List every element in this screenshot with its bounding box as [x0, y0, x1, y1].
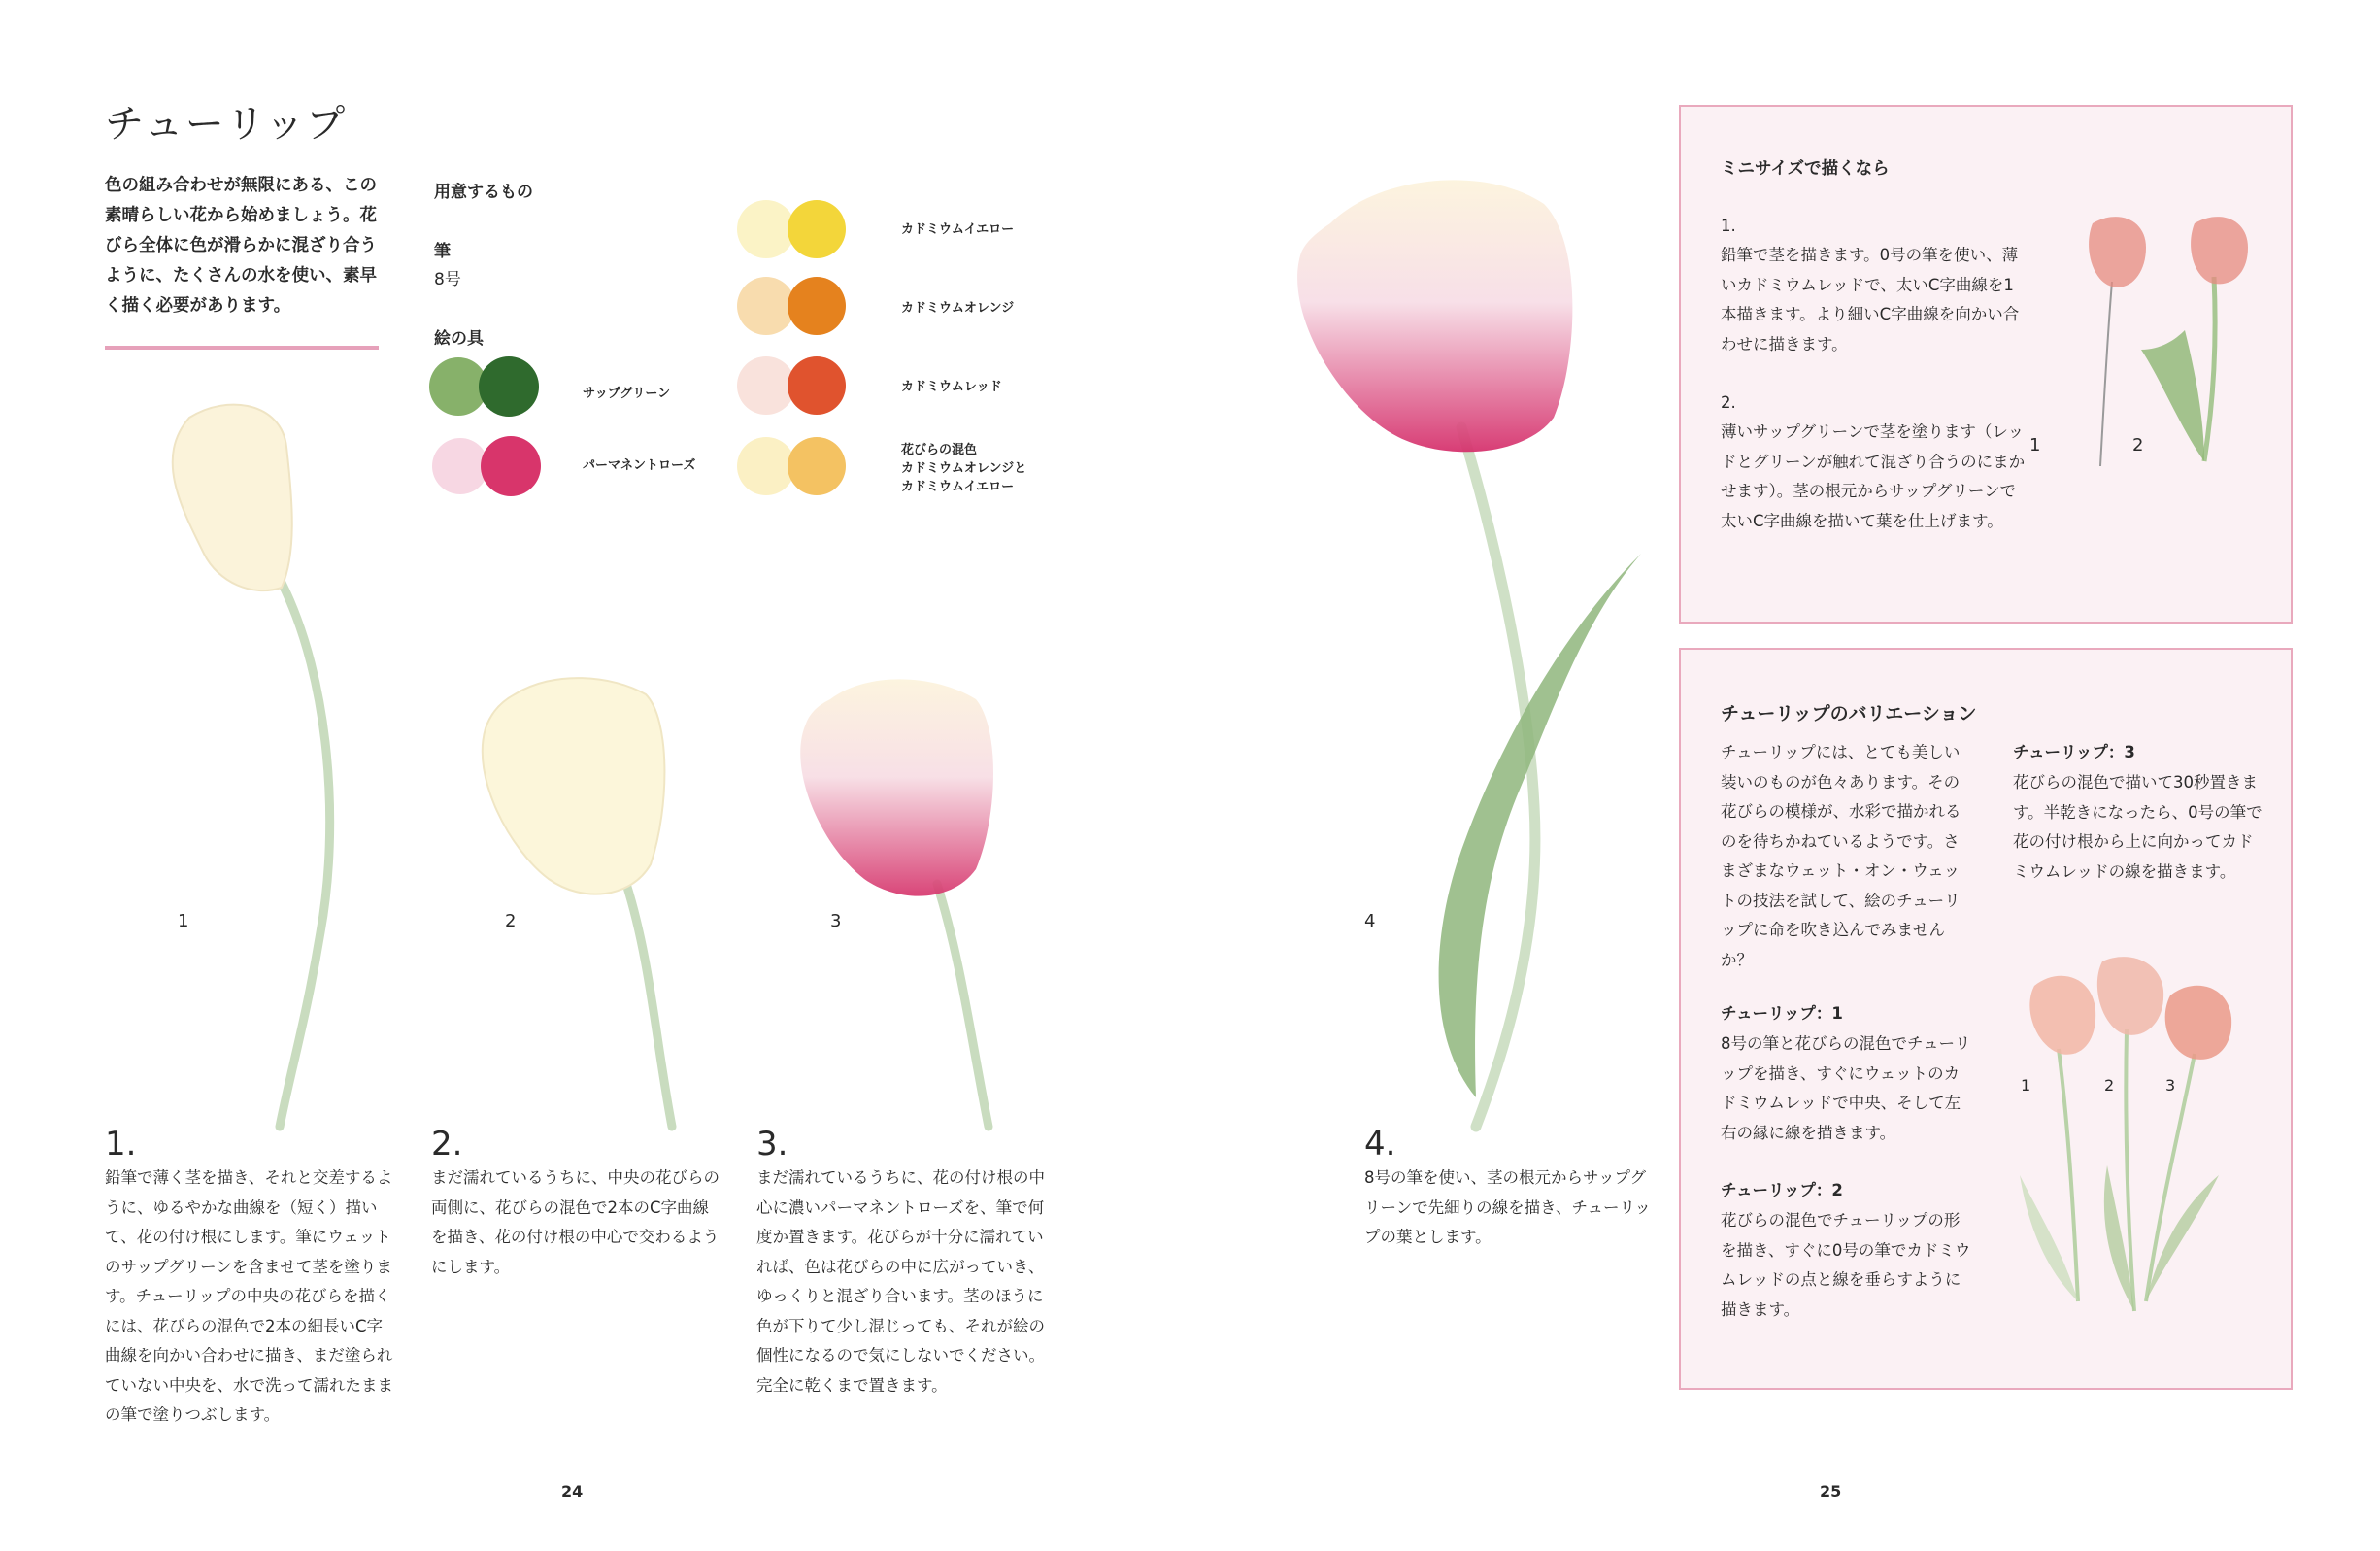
mix-line-1: カドミウムオレンジと	[901, 461, 1027, 476]
paint-label-permanent-rose: パーマネントローズ	[583, 458, 696, 473]
mix-title: 花びらの混色	[901, 443, 978, 457]
mini-figure-label-1: 1	[2029, 435, 2041, 455]
paint-label-sap-green: サップグリーン	[583, 387, 671, 401]
paint-swatches-right	[733, 194, 859, 515]
variation-box-title: チューリップのバリエーション	[1721, 703, 1977, 725]
mix-line-2: カドミウムイエロー	[901, 480, 1015, 494]
mini-box-p2-number: 2.	[1721, 393, 1736, 412]
materials-heading: 用意するもの	[434, 183, 533, 202]
mini-box-p2: 薄いサップグリーンで茎を塗ります（レッドとグリーンが触れて混ざり合うのにまかせます）。茎の根元からサップグリーンで太いC字曲線を描いて葉を仕上げます。	[1721, 422, 2026, 530]
figure-label-1: 1	[178, 911, 189, 931]
intro-text: 色の組み合わせが無限にある、この素晴らしい花から始めましょう。花びら全体に色が滑らかに混ざり合うように、たくさんの水を使い、素早く描く必要があります。	[105, 176, 377, 316]
mini-box-title: ミニサイズで描くなら	[1721, 159, 1890, 179]
variation-2-title: チューリップ：2	[1721, 1181, 1843, 1199]
variation-figure-label-2: 2	[2104, 1076, 2115, 1095]
page-number-right: 25	[1820, 1482, 1842, 1500]
paint-label-cadmium-red: カドミウムレッド	[901, 380, 1002, 394]
variation-1-text: 8号の筆と花びらの混色でチューリップを描き、すぐにウェットのカドミウムレッドで中央、そして左右の縁に線を描きます。	[1721, 1034, 1971, 1142]
step-2-text: まだ濡れているうちに、中央の花びらの両側に、花びらの混色で2本のC字曲線を描き、花の付け根の中心で交わるようにします。	[431, 1168, 720, 1276]
step-3-text: まだ濡れているうちに、花の付け根の中心に濃いパーマネントローズを、筆で何度か置きます。花びらが十分に濡れていれば、色は花びらの中に広がっていき、ゆっくりと混ざり合います。茎のほうに色が下りて少し混じっても、それが絵の個性になるので気にしないでください。完全に乾くまで置きます。	[756, 1168, 1045, 1395]
mini-figure-label-2: 2	[2132, 435, 2144, 455]
step-3-number: 3.	[756, 1125, 788, 1163]
step-4-number: 4.	[1364, 1125, 1396, 1163]
paint-label-cadmium-yellow: カドミウムイエロー	[901, 222, 1015, 237]
variation-tulips-illustration	[2000, 952, 2282, 1331]
brush-heading: 筆	[434, 242, 451, 261]
title-underline	[105, 346, 379, 350]
mini-tulips-illustration	[2044, 204, 2277, 476]
variation-figure-label-3: 3	[2165, 1076, 2176, 1095]
paint-heading: 絵の具	[434, 329, 484, 349]
tulip-step-2-illustration	[456, 670, 689, 1136]
paint-label-cadmium-orange: カドミウムオレンジ	[901, 301, 1015, 316]
variation-intro: チューリップには、とても美しい装いのものが色々あります。その花びらの模様が、水彩で描かれるのを待ちかねているようです。さまざまなウェット・オン・ウェットの技法を試して、絵のチューリップに命を吹き込んでみませんか？	[1721, 743, 1961, 969]
figure-label-3: 3	[830, 911, 842, 931]
figure-label-2: 2	[505, 911, 517, 931]
step-2-number: 2.	[431, 1125, 463, 1163]
variation-figure-label-1: 1	[2021, 1076, 2031, 1095]
variation-1-title: チューリップ：1	[1721, 1004, 1843, 1023]
tulip-step-1-illustration	[136, 388, 359, 1136]
tulip-step-3-illustration	[777, 670, 1010, 1136]
mini-box-p1-number: 1.	[1721, 217, 1736, 235]
step-4-text: 8号の筆を使い、茎の根元からサップグリーンで先細りの線を描き、チューリップの葉とします。	[1364, 1168, 1651, 1246]
page-title: チューリップ	[105, 102, 348, 147]
figure-label-4: 4	[1364, 911, 1376, 931]
step-1-text: 鉛筆で薄く茎を描き、それと交差するように、ゆるやかな曲線を（短く）描いて、花の付け根にします。筆にウェットのサップグリーンを含ませて茎を塗ります。チューリップの中央の花びらを描くには、花びらの混色で2本の細長いC字曲線を向かい合わせに描き、まだ塗られていない中央を、水で洗って濡れたままの筆で塗りつぶします。	[105, 1168, 393, 1424]
tulip-step-4-illustration	[1262, 165, 1670, 1136]
step-1-number: 1.	[105, 1125, 137, 1163]
variation-3-title: チューリップ：3	[2013, 743, 2135, 761]
page-number-left: 24	[561, 1482, 584, 1500]
brush-value: 8号	[434, 270, 461, 289]
variation-2-text: 花びらの混色でチューリップの形を描き、すぐに0号の筆でカドミウムレッドの点と線を垂らすように描きます。	[1721, 1211, 1971, 1319]
paint-swatches-left	[427, 352, 553, 507]
mini-box-p1: 鉛筆で茎を描きます。0号の筆を使い、薄いカドミウムレッドで、太いC字曲線を1本描きます。より細いC字曲線を向かい合わせに描きます。	[1721, 246, 2020, 354]
variation-3-text: 花びらの混色で描いて30秒置きます。半乾きになったら、0号の筆で花の付け根から上に向かってカドミウムレッドの線を描きます。	[2013, 773, 2263, 881]
